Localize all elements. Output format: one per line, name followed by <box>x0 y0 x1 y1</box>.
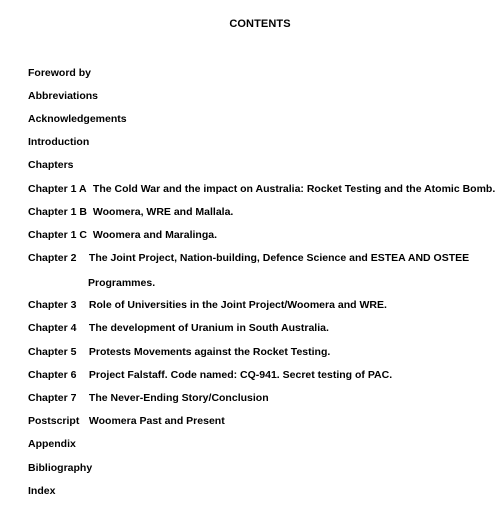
toc-item-label: Project Falstaff. Code named: CQ-941. Secret testing of PAC. <box>88 369 393 381</box>
toc-item-label: Woomera and Maralinga. <box>92 229 218 241</box>
toc-item-chapter-1b <box>28 205 233 219</box>
toc-item-number: Postscript <box>28 415 80 427</box>
toc-item-label: Protests Movements against the Rocket Testing. <box>88 346 331 358</box>
toc-item-label: Acknowledgements <box>28 113 127 125</box>
toc-item-label: Index <box>28 485 56 497</box>
toc-item-label: The development of Uranium in South Australia. <box>88 322 329 334</box>
toc-item-number: Chapter 4 <box>28 322 77 334</box>
toc-item-label: Foreword by <box>28 67 92 79</box>
toc-item-label: Chapters <box>28 159 74 171</box>
toc-item-appendix <box>28 437 76 451</box>
toc-item-label: Abbreviations <box>28 90 99 102</box>
page-title: CONTENTS <box>229 18 291 30</box>
toc-item-label: Bibliography <box>28 462 93 474</box>
toc-item-chapter-2 <box>28 251 469 265</box>
toc-item-chapter-6 <box>28 368 392 382</box>
toc-item-acknowledgements <box>28 112 127 126</box>
toc-item-chapter-4 <box>28 321 329 335</box>
toc-item-number: Chapter 2 <box>28 252 77 264</box>
toc-item-number: Chapter 1 A <box>28 183 87 195</box>
toc-item-index <box>28 484 55 498</box>
toc-item-bibliography <box>28 461 92 475</box>
toc-item-chapter-1a <box>28 182 495 196</box>
toc-item-foreword <box>28 66 91 80</box>
toc-item-chapter-1c <box>28 228 217 242</box>
toc-item-label: Woomera, WRE and Mallala. <box>92 206 234 218</box>
toc-item-number: Chapter 3 <box>28 299 77 311</box>
toc-item-number: Chapter 7 <box>28 392 77 404</box>
toc-item-number: Chapter 1 C <box>28 229 87 241</box>
toc-item-number: Chapter 1 B <box>28 206 87 218</box>
toc-item-chapter-2-continuation <box>88 276 155 290</box>
toc-item-label: The Never-Ending Story/Conclusion <box>88 392 269 404</box>
toc-item-chapters <box>28 158 74 172</box>
toc-item-label: Appendix <box>28 438 76 450</box>
toc-item-introduction <box>28 135 89 149</box>
toc-item-label: The Cold War and the impact on Australia: Rocket Testing and the Atomic Bomb. <box>92 183 496 195</box>
toc-item-number: Chapter 5 <box>28 346 77 358</box>
toc-item-chapter-5 <box>28 345 330 359</box>
toc-item-label: Programmes. <box>88 277 156 289</box>
toc-item-label: Role of Universities in the Joint Project/Woomera and WRE. <box>88 299 387 311</box>
toc-item-label: Introduction <box>28 136 90 148</box>
toc-item-chapter-3 <box>28 298 387 312</box>
toc-item-abbreviations <box>28 89 98 103</box>
toc-item-number: Chapter 6 <box>28 369 77 381</box>
toc-item-label: The Joint Project, Nation-building, Defence Science and ESTEA AND OSTEE <box>88 252 470 264</box>
toc-item-postscript <box>28 414 225 428</box>
toc-item-label: Woomera Past and Present <box>88 415 225 427</box>
toc-item-chapter-7 <box>28 391 269 405</box>
